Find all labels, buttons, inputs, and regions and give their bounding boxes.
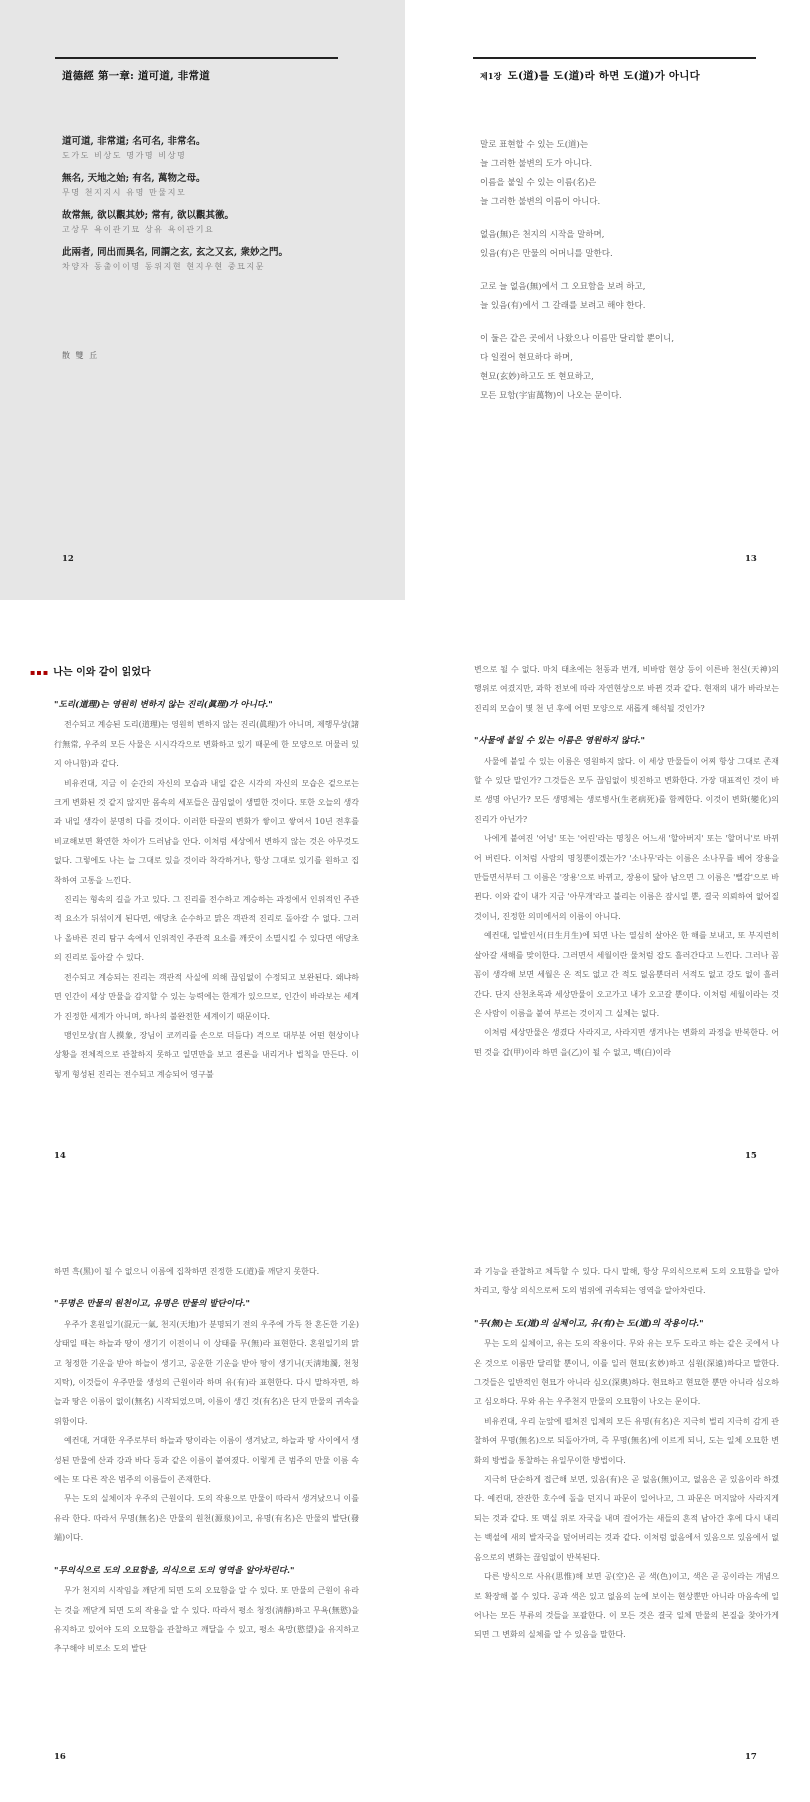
verse-line: 늘 그러한 불변의 도가 아니다. [480,159,593,169]
stanza [480,278,760,316]
verse-pair-list [62,134,362,282]
section-heading [30,663,151,678]
commentary-page-17 [474,1262,779,1645]
commentary-page-16 [54,1262,359,1659]
hanja-line: 故常無, 欲以觀其妙; 常有, 欲以觀其徼。 [62,210,235,221]
verse-pair [62,134,362,162]
paragraph: 전수되고 계승되는 진리는 객관적 사실에 의해 끊임없이 수정되고 보완된다. 왜냐하면 인간이 세상 만물을 감지할 수 있는 능력에는 한계가 있으므로, 인간이 바라보는 세계가 진정한 세계가 아니며, 하나의 불완전한 세계이기 때문이다. [54,972,359,1021]
verse-line: 있음(有)은 만물의 어머니를 말한다. [480,249,613,259]
paragraph: 나에게 붙여진 '어넝' 또는 '어린'라는 명칭은 어느새 '할아버지' 또는 '할머니'로 바뀌어 버린다. 이처럼 사람의 명칭뿐이겠는가? '소나무'라는 이름은 소나무를 베어 장용을 만들면서부터 그 이름은 '장용'으로 바뀌고, 장용이 닳아 남으면 그 이름은 '뻘감'으로 바뀐다. 이와 같이 내가 지금 '아무개'라고 불리는 이름은 잠시일 뿐, 결국 의뢰하여 없어질 것이니, 진정한 의미에서의 이름이 아니다. [474,834,779,921]
page-heading-right [480,68,700,83]
stanza [480,226,760,264]
paragraph: 전수되고 계승된 도리(道理)는 영원히 변하지 않는 진리(眞理)가 아니며, 제행무상(諸行無常, 우주의 모든 사물은 시시각각으로 변화하고 있기 때문에 한 모양으로 머물러 있지 아니함)과 같다. [54,720,359,769]
commentary-page-15 [474,660,779,1062]
chapter-label: 제1장 [480,71,502,81]
stanza [480,330,760,406]
subheading-quote: "도리(道理)는 영원히 변하지 않는 진리(眞理)가 아니다." [54,700,273,710]
page-12 [0,0,405,600]
paragraph: 지극히 단순하게 접근해 보면, 있음(有)은 곧 없음(無)이고, 없음은 곧 있음이라 하겠다. 예컨대, 잔잔한 호수에 돌을 던지니 파문이 일어나고, 그 파문은 머지않아 사라지게 되는 것과 같다. 또 맥실 위로 자국을 내며 걸어가는 새들의 흔적 남아간 후에 다시 내리는 백설에 새의 발자국을 덮어버리는 것과 같다. 이처럼 없음에서 있음으로 있음에서 없음으로의 변화는 끊임없이 반복된다. [474,1475,779,1562]
page-number-12: 12 [62,554,74,564]
page-heading-left: 道德經 第一章: 道可道, 非常道 [62,70,210,82]
subheading-quote: "무의식으로 도의 오묘함을, 의식으로 도의 영역을 알아차린다." [54,1565,295,1576]
page-number-17: 17 [745,1752,757,1762]
chapter-title: 도(道)를 도(道)라 하면 도(道)가 아니다 [507,70,700,82]
subheading-quote: "무명은 만물의 원천이고, 유명은 만물의 발단이다." [54,1299,250,1310]
verse-line: 이름을 붙일 수 있는 이름(名)은 [480,178,597,188]
paragraph: 예컨대, 거대한 우주로부터 하늘과 땅이라는 이름이 생겨났고, 하늘과 땅 사이에서 생성된 만물에 산과 강과 바다 등과 같은 이름이 붙여졌다. 이렇게 큰 범주의 만물 이름 속에는 또 다른 작은 범주의 이름들이 존재한다. [54,1436,359,1485]
verse-pair [62,245,362,273]
verse-line: 늘 그러한 불변의 이름이 아니다. [480,197,601,207]
page-number-14: 14 [54,1151,66,1161]
stanza [480,136,760,212]
hanja-line: 此兩者, 同出而異名, 同謂之玄, 玄之又玄, 衆妙之門。 [62,247,288,258]
paragraph: 예컨대, 일발인서(日生月生)에 되면 나는 열심히 살아온 한 해를 보내고, 또 부지런히 살아갈 새해를 맞이한다. 그러면서 세월이란 물처럼 잡도 흘러간다고 느낀다. 그러나 꼼꼼이 생각해 보면 세월은 온 적도 없고 간 적도 없음뿐더러 서적도 없고 강도 없이 흘러간다. 단지 산천초목과 세상만물이 오고가고 내가 오고갈 뿐이다. 이처럼 세월이라는 것은 사람이 이름을 붙여 부르는 것이지 그 실체는 없다. [474,931,779,1018]
paragraph: 비유컨대, 지금 이 순간의 자신의 모습과 내일 같은 시각의 자신의 모습은 겉으로는 크게 변화된 것 같지 않지만 몸속의 세포들은 끊임없이 생멸한 것이다. 또한 오늘의 생각과 내일 생각이 분명히 다를 것이다. 이러한 타끌의 변화가 쌓이고 쌓여서 10년 전후를 비교해보면 확연한 차이가 드러남을 안다. 이처럼 세상에서 변하지 않는 것은 아무것도 없다. 그렇에도 나는 늘 그대로 있을 것이라 착각하거나, 항상 그대로 있기를 원하고 집착하여 고통을 느낀다. [54,778,359,885]
verse-line: 말로 표현할 수 있는 도(道)는 [480,140,589,150]
paragraph: 우주가 혼원일기(混元一氣, 천지(天地)가 분명되기 전의 우주에 가득 찬 혼돈한 기운) 상태일 때는 하늘과 땅이 생기기 이전이니 이 상태를 무(無)라 표현한다. 혼원일기의 맑고 청정한 기운을 받아 하늘이 생기고, 공운한 기운을 받아 땅이 생기니(天淸地濁, 천청지탁), 이것들이 우주만물 생성의 근원이라 하며 유(有)라 표현한다. 다시 말하자면, 하늘과 땅은 이름이 없이(無名) 시작되었으며, 이름이 생긴 것(有名)은 단지 만물의 귀속을 위함이다. [54,1319,359,1426]
verse-line: 모든 묘함(宇宙萬物)이 나오는 문이다. [480,391,622,401]
subheading-quote: "사물에 붙일 수 있는 이름은 영원하지 않다." [474,736,646,747]
paragraph: 다른 방식으로 사유(思惟)해 보면 공(空)은 곧 색(色)이고, 색은 곧 공이라는 개념으로 확장해 볼 수 있다. 공과 색은 있고 없음의 눈에 보이는 현상뿐만 아니라 마음속에 일어나는 모든 부류의 것들을 포괄한다. 이 모든 것은 결국 일체 만물의 본질을 찾아가게 되면 그 변화의 실체를 알 수 있음을 말한다. [474,1572,779,1640]
verse-line: 고로 늘 없음(無)에서 그 오묘함을 보려 하고, [480,282,646,292]
verse-line: 다 일컬어 현묘하다 하며, [480,353,573,363]
verse-pair [62,208,362,236]
paragraph: 사물에 붙일 수 있는 이름은 영원하지 않다. 이 세상 만물들이 어찌 항상 그대로 존재할 수 있단 말인가? 그것들은 모두 끊임없이 빗진하고 변화한다. 가장 대표적인 것이 바로 생명 아닌가? 모든 생명체는 생로병사(生老病死)를 함께한다. 이것이 변화(變化)의 진리가 아닌가? [474,756,779,824]
section-title: 나는 이와 같이 읽었다 [53,667,151,678]
reading-line: 도가도 비상도 명가명 비상명 [62,151,187,160]
paragraph: 맹인모상(盲人摸象, 장님이 코끼리를 손으로 더듬다) 격으로 대부분 어떤 현상이나 상황을 전체적으로 관찰하지 못하고 일면만을 보고 결론을 내리거나 법칙을 만든다. 이렇게 형성된 진리는 전수되고 계승되어 영구불 [54,1030,359,1079]
reading-line: 차양자 동출이이명 동위지현 현지우현 중묘지문 [62,262,266,271]
paragraph: 무는 도의 실체이자 우주의 근원이다. 도의 작용으로 만물이 따라서 생겨났으니 이를 유라 한다. 따라서 무명(無名)은 만물의 원천(源泉)이고, 유명(有名)은 만물의 발단(發端)이다. [54,1494,359,1543]
hanja-line: 無名, 天地之始; 有名, 萬物之母。 [62,173,206,184]
page-number-15: 15 [745,1151,757,1161]
verse-line: 이 둘은 같은 곳에서 나왔으나 이름만 달리할 뿐이니, [480,334,675,344]
commentary-page-14 [54,696,359,1084]
paragraph: 변으로 될 수 없다. 마치 태초에는 천동과 번개, 비바람 현상 등이 이른바 천신(天神)의 행위로 여겼지만, 과학 전보에 따라 자연현상으로 바뀐 것과 같다. 현재의 내가 바라보는 진리의 모습이 몇 천 년 후에 어떤 모양으로 새롭게 해석될 것인가? [474,665,779,713]
verse-line: 없음(無)은 천지의 시작을 말하며, [480,230,605,240]
paragraph: 과 기능을 관찰하고 체득할 수 있다. 다시 말해, 항상 무의식으로써 도의 오묘함을 알아차리고, 항상 의식으로써 도의 범위에 귀속되는 영역을 알아차린다. [474,1267,779,1296]
section-dots: ▪▪▪ [30,668,50,677]
paragraph: 무가 천지의 시작임을 깨닫게 되면 도의 오묘함을 알 수 있다. 또 만물의 근원이 유라는 것을 깨닫게 되면 도의 작용을 알 수 있다. 따라서 평소 청정(淸靜)하고 무욕(無慾)을 유지하고 있어야 도의 오묘함을 관찰하고 깨달을 수 있고, 평소 욕망(慾望)을 유지하고 추구해야 비로소 도의 발단 [54,1586,359,1654]
paragraph: 진리는 형속의 길을 가고 있다. 그 진리를 전수하고 계승하는 과정에서 인위적인 주관적 요소가 뒤섞이게 된다면, 애당초 순수하고 맑은 객관적 진리로 돌아갈 수 없다. 그러나 올바른 진리 탐구 속에서 인위적인 주관적 요소를 깨끗이 소멸시킬 수 있다면 애당초의 진리로 돌아갈 수 있다. [54,895,359,963]
subheading-quote: "무(無)는 도(道)의 실체이고, 유(有)는 도(道)의 작용이다." [474,1318,704,1329]
hanja-line: 道可道, 非常道; 名可名, 非常名。 [62,136,206,147]
reading-line: 무명 천지지시 유명 만물지모 [62,188,187,197]
paragraph: 비유컨대, 우리 눈앞에 펼쳐진 입체의 모든 유명(有名)은 지극히 벌리 지극히 감게 관찰하여 무명(無名)으로 되돌아가며, 즉 무명(無名)에 이르게 되니, 도는 일체 오묘한 변화의 방법을 통찰하는 유일무이한 방법이다. [474,1416,779,1465]
verse-pair [62,171,362,199]
page-number-13: 13 [745,554,757,564]
top-rule-right [473,57,756,59]
reading-line: 고상무 욕이관기묘 상유 욕이관기요 [62,225,215,234]
top-rule-left [55,57,338,59]
page-number-16: 16 [54,1752,66,1762]
signoff: 散 雙 丘 [62,351,99,360]
paragraph: 이처럼 세상만물은 생겼다 사라지고, 사라지면 생겨나는 변화의 과정을 반복한다. 어떤 것을 갑(甲)이라 하면 을(乙)이 될 수 없고, 백(白)이라 [474,1028,779,1057]
paragraph: 하면 흑(黑)이 될 수 없으니 이름에 집착하면 진정한 도(道)를 깨닫지 못한다. [54,1267,320,1276]
paragraph: 무는 도의 실체이고, 유는 도의 작용이다. 무와 유는 모두 도라고 하는 같은 곳에서 나온 것으로 이름만 달리할 뿐이니, 이를 일러 현묘(玄妙)하고 심원(深遠)하다고 말한다. 그것들은 일반적인 현묘가 아니라 심오(深奧)하다. 현묘하고 현묘한 뿐만 아니라 심오하고 심오하다. 무와 유는 우주천지 만물의 오묘함이 나오는 문이다. [474,1339,779,1407]
verse-line: 현묘(玄妙)하고도 또 현묘하고, [480,372,594,382]
verse-line: 늘 있음(有)에서 그 갈래를 보려고 해야 한다. [480,301,646,311]
translation-verses [480,136,760,406]
